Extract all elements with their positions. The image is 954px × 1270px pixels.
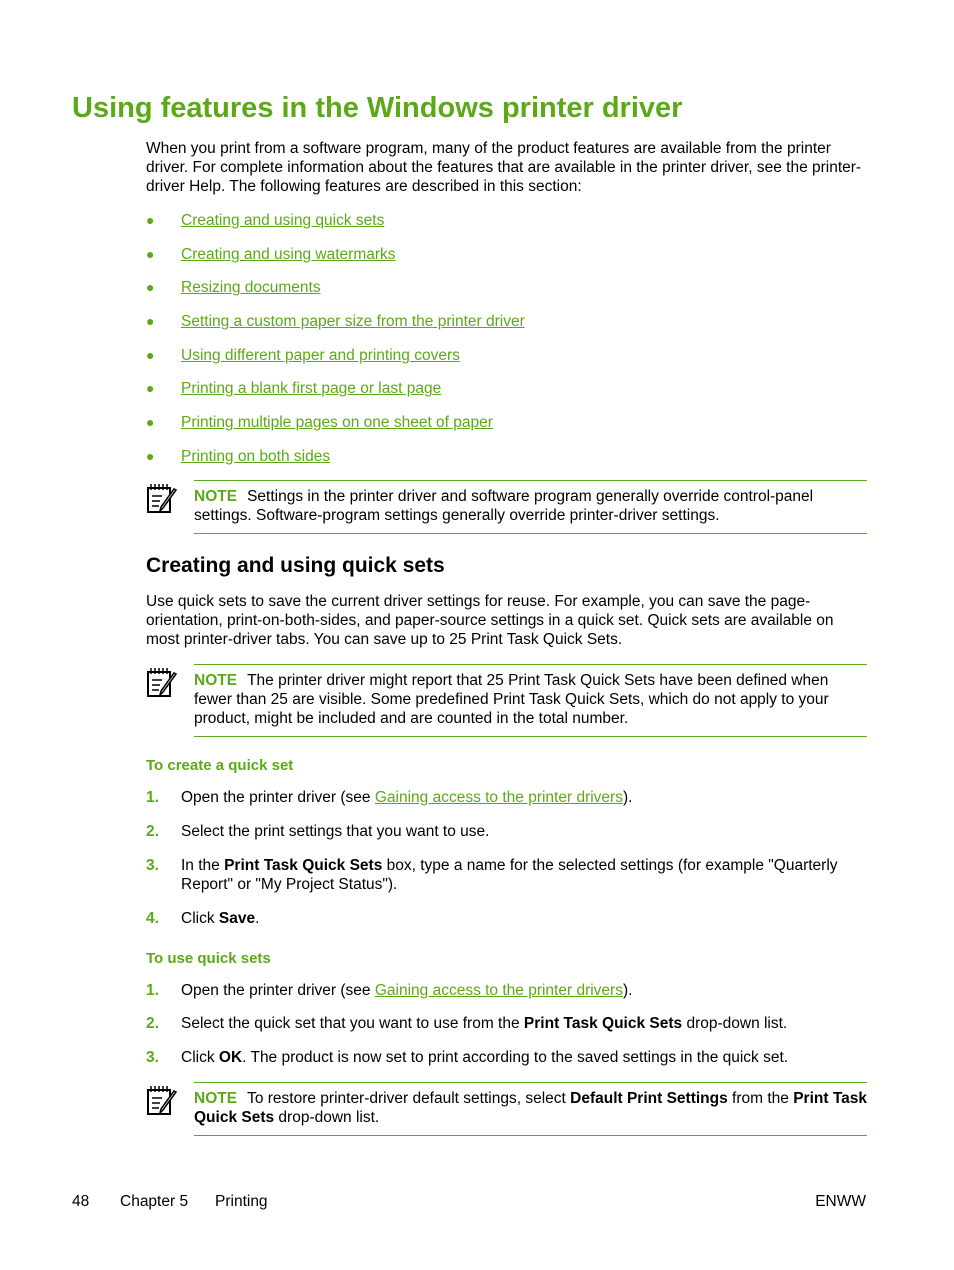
page-number: 48 bbox=[72, 1193, 90, 1210]
step-text-part: Select the quick set that you want to use from the bbox=[181, 1015, 524, 1032]
step-text-part: Click bbox=[181, 1049, 219, 1066]
feature-link[interactable]: Printing multiple pages on one sheet of paper bbox=[181, 414, 493, 432]
procedure-title: To create a quick set bbox=[146, 757, 294, 774]
page-title: Using features in the Windows printer driver bbox=[72, 92, 683, 124]
note-pad-icon bbox=[146, 666, 178, 698]
step-text-part: In the bbox=[181, 857, 225, 874]
bullet-dot-icon: ● bbox=[146, 279, 155, 296]
note-body: The printer driver might report that 25 Print Task Quick Sets have been defined when fewer than 25 are visible. Some predefined Print Task Quick Sets, which do not apply to your product, might be included and are counted in the total number. bbox=[194, 672, 829, 727]
step-text bbox=[181, 788, 866, 807]
step-text bbox=[181, 1048, 866, 1067]
feature-link[interactable]: Setting a custom paper size from the printer driver bbox=[181, 313, 525, 331]
feature-link[interactable]: Using different paper and printing covers bbox=[181, 346, 460, 364]
bullet-dot-icon: ● bbox=[146, 380, 155, 397]
bullet-dot-icon: ● bbox=[146, 414, 155, 431]
note-top-rule bbox=[194, 664, 867, 665]
bullet-dot-icon: ● bbox=[146, 313, 155, 330]
step-number: 3. bbox=[146, 1049, 159, 1066]
feature-list bbox=[146, 211, 525, 481]
list-item bbox=[146, 211, 525, 245]
bullet-dot-icon: ● bbox=[146, 212, 155, 228]
note-pad-icon bbox=[146, 482, 178, 514]
list-item bbox=[146, 346, 525, 380]
ui-term: Save bbox=[218, 910, 256, 927]
list-item bbox=[146, 278, 525, 312]
note-text bbox=[194, 487, 867, 525]
step-number: 3. bbox=[146, 857, 159, 874]
ui-term: Print Task Quick Sets bbox=[194, 1090, 867, 1126]
note-top-rule bbox=[194, 480, 867, 481]
note-label: NOTE bbox=[194, 488, 238, 505]
step-text-part: drop-down list. bbox=[682, 1015, 788, 1032]
step-number: 1. bbox=[146, 982, 159, 999]
step-text bbox=[181, 909, 866, 928]
note-label: NOTE bbox=[194, 1090, 238, 1107]
step-text-part: Open the printer driver (see bbox=[181, 789, 375, 806]
step-text: Select the print settings that you want to use. bbox=[181, 823, 490, 840]
note-box bbox=[146, 480, 867, 535]
note-top-rule bbox=[194, 1082, 867, 1083]
step-text-part: box, type a name for the selected settings (for example "Quarterly Report" or "My Project Status"). bbox=[181, 857, 838, 893]
ui-term: Default Print Settings bbox=[570, 1090, 728, 1107]
gaining-access-link[interactable]: Gaining access to the printer drivers bbox=[374, 982, 623, 999]
step-item bbox=[146, 1048, 866, 1067]
intro-paragraph: When you print from a software program, many of the product features are available from the printer driver. For complete information about the features that are available in the printer driver, see the printer-driver Help. The following features are described in this section: bbox=[146, 140, 862, 195]
step-item bbox=[146, 1014, 866, 1033]
step-item bbox=[146, 981, 866, 1000]
step-text-part: Click bbox=[181, 910, 219, 927]
section-paragraph: Use quick sets to save the current driver settings for reuse. For example, you can save the page-orientation, print-on-both-sides, and paper-source settings in a quick set. Quick sets are available on most printer-driver tabs. You can save up to 25 Print Task Quick Sets. bbox=[146, 593, 834, 648]
note-text bbox=[194, 671, 867, 728]
step-item bbox=[146, 856, 866, 894]
note-box bbox=[146, 664, 867, 738]
feature-link[interactable]: Resizing documents bbox=[181, 279, 321, 297]
feature-link[interactable]: Creating and using quick sets bbox=[181, 212, 385, 229]
note-bottom-rule bbox=[194, 533, 867, 534]
step-number: 2. bbox=[146, 823, 159, 840]
note-label: NOTE bbox=[194, 672, 238, 689]
step-number: 1. bbox=[146, 789, 159, 806]
footer-chapter: Chapter 5 bbox=[120, 1193, 189, 1210]
note-body: To restore printer-driver default settings, select bbox=[247, 1090, 571, 1107]
ui-term: Print Task Quick Sets bbox=[523, 1015, 683, 1032]
list-item bbox=[146, 245, 525, 279]
note-bottom-rule bbox=[194, 736, 867, 737]
feature-link[interactable]: Printing a blank first page or last page bbox=[181, 380, 442, 398]
step-item bbox=[146, 788, 866, 807]
step-text bbox=[181, 1014, 866, 1033]
feature-link[interactable]: Printing on both sides bbox=[181, 447, 331, 465]
note-body: drop-down list. bbox=[274, 1109, 380, 1126]
list-item bbox=[146, 379, 525, 413]
step-item bbox=[146, 909, 866, 928]
bullet-dot-icon: ● bbox=[146, 346, 155, 363]
bullet-dot-icon: ● bbox=[146, 447, 155, 464]
step-number: 2. bbox=[146, 1015, 159, 1032]
list-item bbox=[146, 413, 525, 447]
step-text bbox=[181, 981, 866, 1000]
bullet-dot-icon: ● bbox=[146, 245, 155, 262]
gaining-access-link[interactable]: Gaining access to the printer drivers bbox=[374, 789, 623, 806]
procedure-title: To use quick sets bbox=[146, 950, 271, 967]
note-bottom-rule bbox=[194, 1135, 867, 1136]
note-pad-icon bbox=[146, 1084, 178, 1116]
ui-term: OK bbox=[218, 1049, 243, 1066]
list-item bbox=[146, 447, 525, 481]
note-body: Settings in the printer driver and software program generally override control-panel settings. Software-program settings generally override printer-driver settings. bbox=[194, 488, 814, 524]
step-text-part: . bbox=[255, 910, 260, 927]
list-item bbox=[146, 312, 525, 346]
step-text-part: ). bbox=[622, 789, 633, 806]
step-text-part: Open the printer driver (see bbox=[181, 982, 375, 999]
footer-code: ENWW bbox=[815, 1193, 866, 1210]
note-box bbox=[146, 1082, 867, 1137]
section-title: Creating and using quick sets bbox=[146, 554, 445, 577]
footer-chapter-title: Printing bbox=[215, 1193, 268, 1210]
ui-term: Print Task Quick Sets bbox=[224, 857, 383, 874]
step-item bbox=[146, 822, 866, 841]
note-text bbox=[194, 1089, 867, 1127]
step-text bbox=[181, 856, 866, 894]
feature-link[interactable]: Creating and using watermarks bbox=[181, 245, 396, 263]
note-body: from the bbox=[727, 1090, 794, 1107]
step-number: 4. bbox=[146, 910, 159, 927]
step-text-part: ). bbox=[622, 982, 633, 999]
step-text-part: . The product is now set to print according to the saved settings in the quick set. bbox=[242, 1049, 789, 1066]
